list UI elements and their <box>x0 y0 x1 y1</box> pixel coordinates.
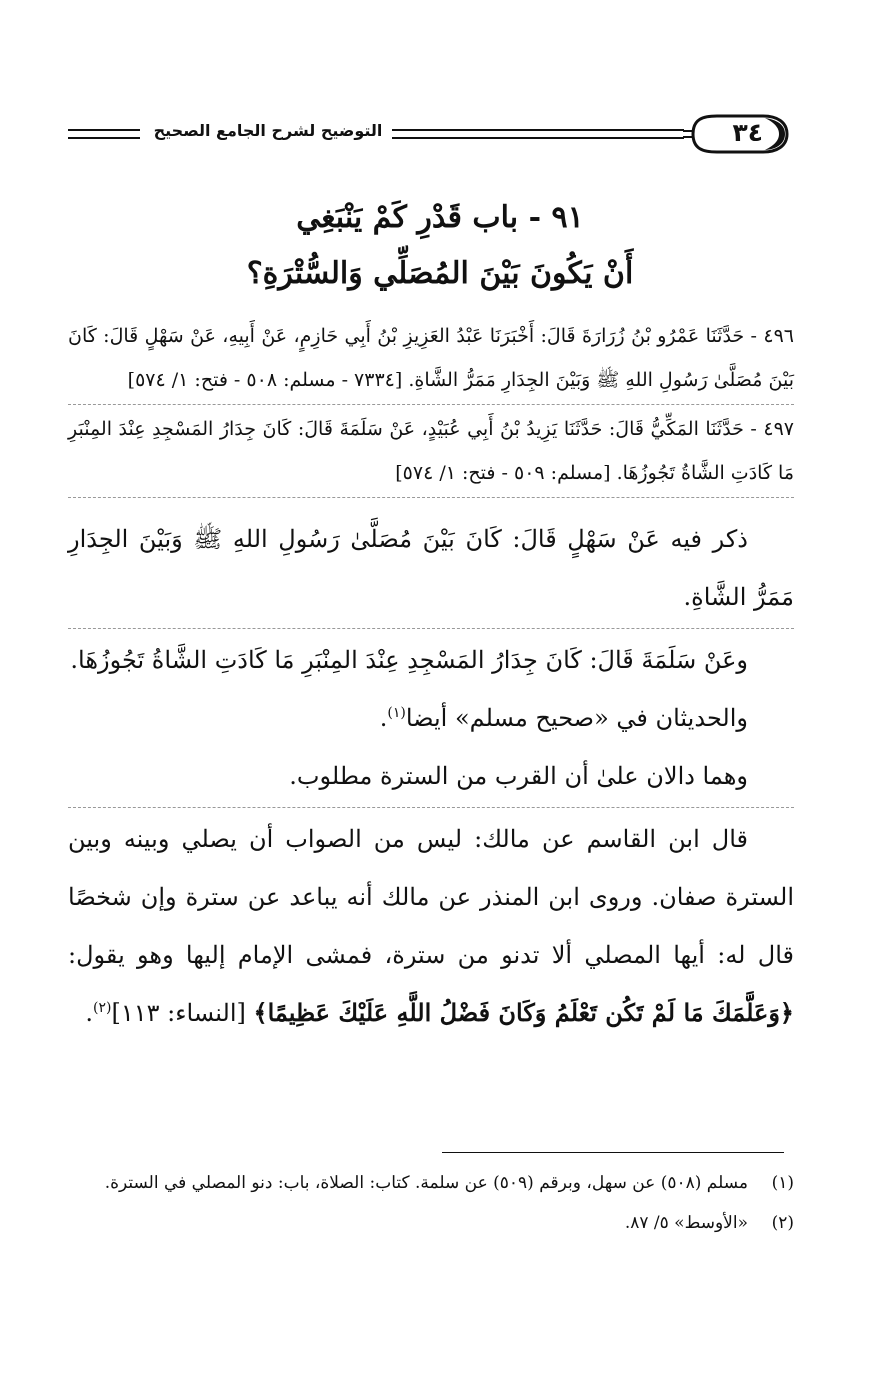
footnote-divider <box>442 1152 784 1153</box>
hadith-separator <box>68 497 794 498</box>
footnote-1 <box>68 1166 794 1200</box>
hadith-separator <box>68 404 794 405</box>
footnote-number: (٢) <box>771 1213 794 1233</box>
commentary-paragraph-4: وهما دالان علىٰ أن القرب من السترة مطلوب. <box>289 762 748 790</box>
commentary-paragraph-1: ذكر فيه عَنْ سَهْلٍ قَالَ: كَانَ بَيْنَ مُصَلَّىٰ رَسُولِ اللهِ ﷺ وَبَيْنَ الجِدَارِ مَمَرُّ الشَّاةِ. <box>68 525 794 611</box>
header-rule-left <box>68 129 140 139</box>
main-content <box>68 314 794 1042</box>
paragraph-separator <box>68 807 794 808</box>
paragraph-separator <box>68 628 794 629</box>
chapter-title-line-1: ٩١ - باب قَدْرِ كَمْ يَنْبَغِي <box>296 200 584 235</box>
commentary-paragraph-5-text: قال ابن القاسم عن مالك: ليس من الصواب أن يصلي وبينه وبين السترة صفان. وروى ابن المنذر عن مالك أنه يباعد عن سترة وإن شخصًا قال له: أيها المصلي ألا تدنو من سترة، فمشى الإمام إليها وهو يقول: <box>68 825 794 969</box>
chapter-title <box>60 190 820 302</box>
hadith-496: ٤٩٦ - حَدَّثَنَا عَمْرُو بْنُ زُرَارَةَ قَالَ: أَخْبَرَنَا عَبْدُ العَزِيزِ بْنُ أَبِي حَازِمٍ، عَنْ أَبِيهِ، عَنْ سَهْلٍ قَالَ: كَانَ بَيْنَ مُصَلَّىٰ رَسُولِ اللهِ ﷺ وَبَيْنَ الجِدَارِ مَمَرُّ الشَّاةِ. [٧٣٣٤ - مسلم: ٥٠٨ - فتح: ١/ ٥٧٤] <box>68 325 794 391</box>
hadith-497: ٤٩٧ - حَدَّثَنَا المَكِّيُّ قَالَ: حَدَّثَنَا يَزِيدُ بْنُ أَبِي عُبَيْدٍ، عَنْ سَلَمَةَ قَالَ: كَانَ جِدَارُ المَسْجِدِ عِنْدَ المِنْبَرِ مَا كَادَتِ الشَّاةُ تَجُوزُهَا. [مسلم: ٥٠٩ - فتح: ١/ ٥٧٤] <box>68 418 794 484</box>
page-number-badge <box>679 112 797 156</box>
footnote-number: (١) <box>771 1173 794 1193</box>
footnote-reference-2[interactable]: (٢) <box>93 1000 112 1016</box>
page-number: ٣٤ <box>732 118 763 147</box>
commentary-paragraph-5 <box>68 810 794 1042</box>
quran-citation: [النساء: ١١٣] <box>111 999 246 1027</box>
commentary-paragraph-3 <box>68 689 794 747</box>
running-header <box>62 112 797 156</box>
full-stop: . <box>379 704 388 732</box>
header-rule-right <box>392 129 684 139</box>
chapter-title-line-2: أَنْ يَكُونَ بَيْنَ المُصَلِّي وَالسُّتْرَةِ؟ <box>246 256 634 291</box>
commentary-paragraph-2: وعَنْ سَلَمَةَ قَالَ: كَانَ جِدَارُ المَسْجِدِ عِنْدَ المِنْبَرِ مَا كَادَتِ الشَّاةُ تَجُوزُهَا. <box>70 646 748 674</box>
quran-verse: ﴿وَعَلَّمَكَ مَا لَمْ تَكُن تَعْلَمُ وَكَانَ فَضْلُ اللَّهِ عَلَيْكَ عَظِيمًا﴾ <box>253 998 794 1027</box>
commentary-paragraph-3-text: والحديثان في «صحيح مسلم» أيضا <box>405 704 748 732</box>
footnote-text: مسلم (٥٠٨) عن سهل، وبرقم (٥٠٩) عن سلمة. كتاب: الصلاة، باب: دنو المصلي في السترة. <box>104 1173 748 1193</box>
footnote-text: «الأوسط» ٥/ ٨٧. <box>624 1213 748 1233</box>
footnotes <box>68 1166 794 1246</box>
footnote-2 <box>68 1206 794 1240</box>
footnote-reference-1[interactable]: (١) <box>387 705 406 721</box>
full-stop: . <box>85 999 94 1027</box>
book-title: التوضيح لشرح الجامع الصحيح <box>153 121 383 140</box>
